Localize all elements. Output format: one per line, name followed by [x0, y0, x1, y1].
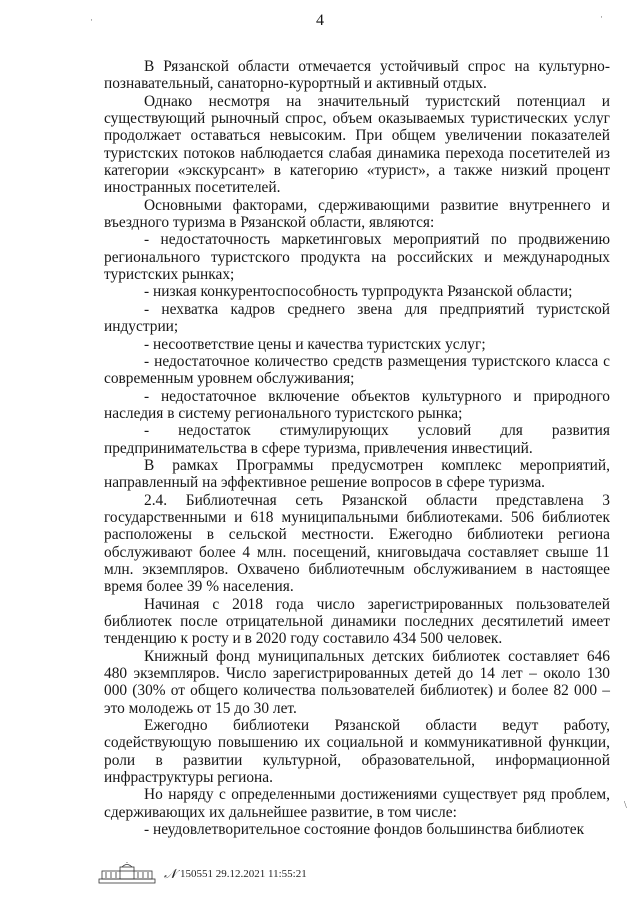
paragraph: Начиная с 2018 года число зарегистрированных пользователей библиотек после отрицательной динамики последних десятилетий имеет тенденцию к росту и в 2020 году составило 434 500 человек. [104, 595, 610, 648]
paragraph: 2.4. Библиотечная сеть Рязанской области представлена 3 государственными и 618 муниципальными библиотеками. 506 библиотек расположены в сельской местности. Ежегодно библиотеки региона обслуживают более 4 млн. посещений, книговыдача составляет свыше 11 млн. экземпляров. Охвачено библиотечным обслуживанием в настоящее время более 39 % населения. [104, 491, 610, 596]
scan-mark-right: · [600, 12, 603, 22]
list-item: - недостаточность маркетинговых мероприятий по продвижению регионального туристского продукта на российских и международных туристских рынках; [104, 231, 610, 284]
list-item: - низкая конкурентоспособность турпродукта Рязанской области; [144, 283, 573, 301]
body-text [104, 58, 610, 838]
paragraph: Однако несмотря на значительный туристский потенциал и существующий рыночный спрос, объем оказываемых туристических услуг продолжает оставаться невысоким. При общем увеличении показателей туристских потоков наблюдается слабая динамика перехода посетителей из категории «экскурсант» в категорию «турист», а также низкий процент иностранных посетителей. [104, 92, 610, 197]
list-item: - несоответствие цены и качества туристских услуг; [144, 335, 486, 353]
government-building-logo [98, 862, 156, 884]
list-item: - неудовлетворительное состояние фондов большинства библиотек [144, 821, 585, 839]
document-registration-stamp: 150551 29.12.2021 11:55:21 [180, 868, 307, 880]
paragraph: Книжный фонд муниципальных детских библиотек составляет 646 480 экземпляров. Число зарегистрированных детей до 14 лет – около 130 000 (30% от общего количества пользователей библиотек) и более 82 000 – это молодежь от 15 до 30 лет. [104, 647, 610, 717]
footer [98, 862, 618, 886]
paragraph: Но наряду с определенными достижениями существует ряд проблем, сдерживающих их дальнейшее развитие, в том числе: [104, 786, 610, 821]
list-item: - недостаточное включение объектов культурного и природного наследия в систему регионального туристского рынка; [104, 387, 610, 422]
paragraph: Основными факторами, сдерживающими развитие внутреннего и въездного туризма в Рязанской области, являются: [104, 196, 610, 232]
page-number: 4 [316, 12, 324, 29]
list-item: - недостаток стимулирующих условий для развития предпринимательства в сфере туризма, привлечения инвестиций. [104, 422, 610, 457]
paragraph: Ежегодно библиотеки Рязанской области ведут работу, содействующую повышению их социальной и коммуникативной функции, роли в развитии культурной, образовательной, информационной инфраструктуры региона. [104, 717, 610, 787]
scan-mark-left: · [90, 15, 93, 25]
document-number-icon: 𝒩 [164, 866, 177, 881]
paragraph: В рамках Программы предусмотрен комплекс мероприятий, направленный на эффективное решение вопросов в сфере туризма. [104, 456, 610, 492]
list-item: - недостаточное количество средств размещения туристского класса с современным уровнем обслуживания; [104, 352, 610, 388]
paragraph: В Рязанской области отмечается устойчивый спрос на культурно-познавательный, санаторно-курортный и активный отдых. [104, 58, 610, 93]
scan-mark-side: \ [624, 800, 627, 811]
list-item: - нехватка кадров среднего звена для предприятий туристской индустрии; [104, 300, 610, 336]
